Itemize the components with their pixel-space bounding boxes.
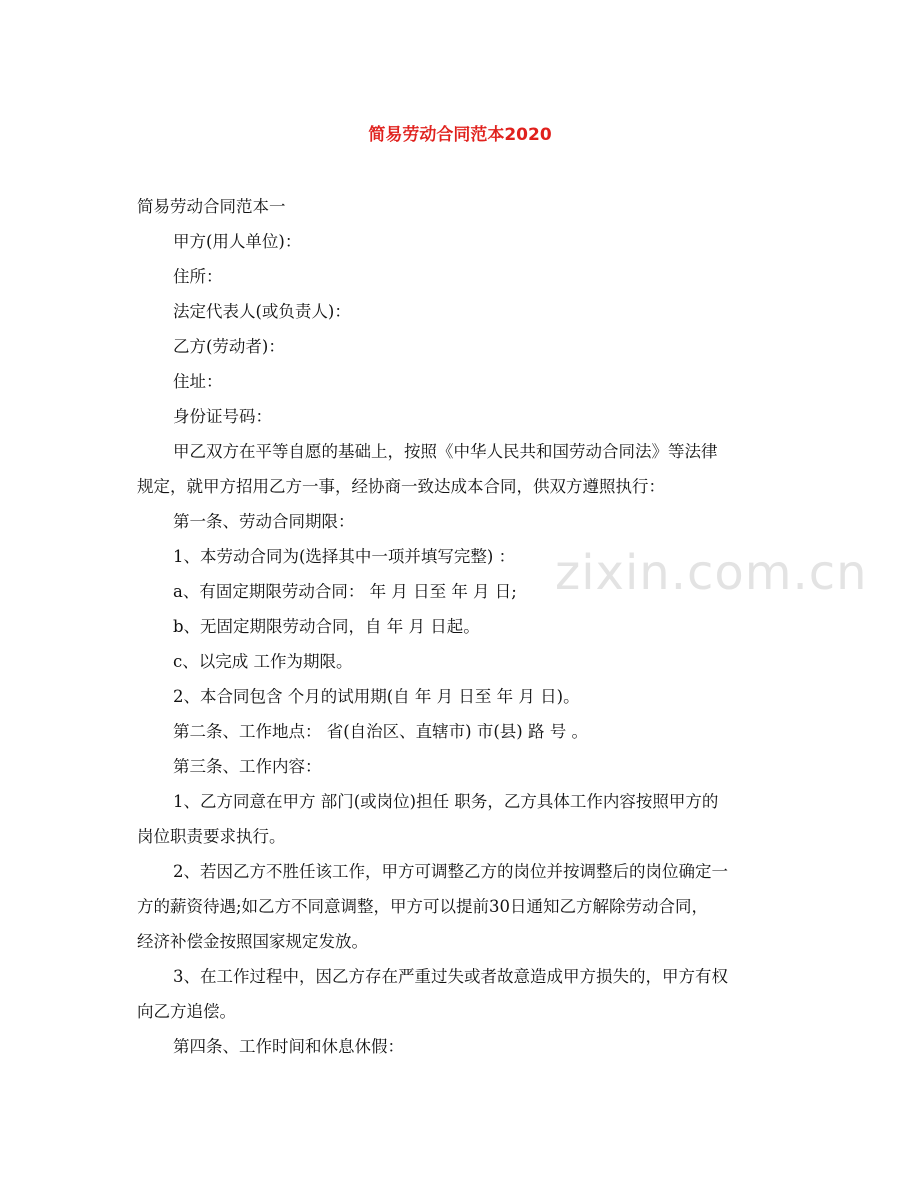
paragraph-line: 2、若因乙方不胜任该工作，甲方可调整乙方的岗位并按调整后的岗位确定一 [173, 862, 728, 881]
paragraph-line: 规定，就甲方招用乙方一事，经协商一致达成本合同，供双方遵照执行： [137, 477, 665, 496]
article-heading: 第四条、工作时间和休息休假： [173, 1037, 404, 1056]
article-heading: 第二条、工作地点： 省(自治区、直辖市) 市(县) 路 号 。 [173, 722, 588, 741]
section-heading: 简易劳动合同范本一 [137, 197, 286, 216]
address-field: 住所： [173, 267, 223, 286]
paragraph-line: 1、乙方同意在甲方 部门(或岗位)担任 职务，乙方具体工作内容按照甲方的 [173, 792, 719, 811]
article-heading: 第一条、劳动合同期限： [173, 512, 355, 531]
party-b-field: 乙方(劳动者)： [173, 337, 285, 356]
residence-field: 住址： [173, 372, 223, 391]
paragraph-line: 2、本合同包含 个月的试用期(自 年 月 日至 年 月 日)。 [173, 687, 580, 706]
paragraph-line: 岗位职责要求执行。 [137, 827, 286, 846]
paragraph-line: 1、本劳动合同为(选择其中一项并填写完整) ： [173, 547, 516, 566]
article-heading: 第三条、工作内容： [173, 757, 322, 776]
legal-representative-field: 法定代表人(或负责人)： [173, 302, 351, 321]
watermark: zixin.com.cn [555, 545, 868, 601]
paragraph-line: 3、在工作过程中，因乙方存在严重过失或者故意造成甲方损失的，甲方有权 [173, 967, 728, 986]
paragraph-line: c、以完成 工作为期限。 [173, 652, 353, 671]
party-a-field: 甲方(用人单位)： [173, 232, 302, 251]
paragraph-line: b、无固定期限劳动合同，自 年 月 日起。 [173, 617, 480, 636]
paragraph-line: 向乙方追偿。 [137, 1002, 236, 1021]
document-title: 简易劳动合同范本2020 [368, 125, 552, 145]
paragraph-line: 方的薪资待遇;如乙方不同意调整，甲方可以提前30日通知乙方解除劳动合同， [137, 897, 709, 916]
id-number-field: 身份证号码： [173, 407, 272, 426]
paragraph-line: 经济补偿金按照国家规定发放。 [137, 932, 368, 951]
paragraph-line: 甲乙双方在平等自愿的基础上，按照《中华人民共和国劳动合同法》等法律 [173, 442, 718, 461]
paragraph-line: a、有固定期限劳动合同： 年 月 日至 年 月 日; [173, 582, 517, 601]
